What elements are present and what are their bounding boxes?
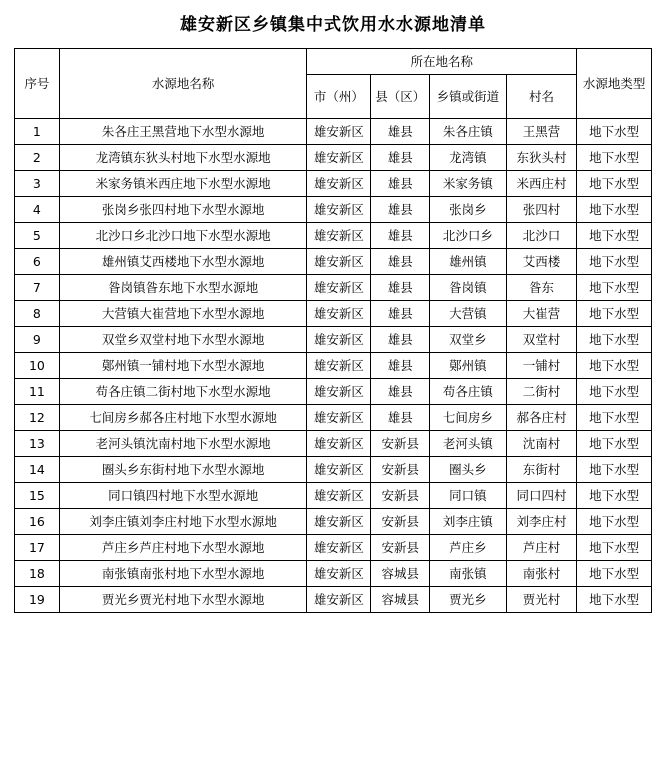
cell-name: 苟各庄镇二街村地下水型水源地: [59, 379, 307, 405]
cell-town: 鄚州镇: [430, 353, 507, 379]
table-row: [15, 587, 652, 613]
cell-county: 雄县: [371, 405, 430, 431]
table-row: [15, 301, 652, 327]
table-row: [15, 327, 652, 353]
cell-type: 地下水型: [577, 535, 652, 561]
cell-county: 雄县: [371, 249, 430, 275]
column-header-type: 水源地类型: [577, 49, 652, 119]
cell-name: 圈头乡东街村地下水型水源地: [59, 457, 307, 483]
cell-seq: 17: [15, 535, 60, 561]
cell-village: 双堂村: [506, 327, 576, 353]
column-header-location-group: 所在地名称: [307, 49, 577, 75]
cell-seq: 7: [15, 275, 60, 301]
cell-type: 地下水型: [577, 249, 652, 275]
table-row: [15, 535, 652, 561]
table-row: [15, 249, 652, 275]
cell-seq: 13: [15, 431, 60, 457]
cell-type: 地下水型: [577, 171, 652, 197]
cell-type: 地下水型: [577, 301, 652, 327]
cell-village: 二街村: [506, 379, 576, 405]
column-header-village: 村名: [506, 75, 576, 119]
cell-name: 雄州镇艾西楼地下水型水源地: [59, 249, 307, 275]
cell-town: 大营镇: [430, 301, 507, 327]
cell-city: 雄安新区: [307, 509, 371, 535]
cell-town: 同口镇: [430, 483, 507, 509]
cell-type: 地下水型: [577, 483, 652, 509]
cell-seq: 5: [15, 223, 60, 249]
cell-town: 朱各庄镇: [430, 119, 507, 145]
cell-city: 雄安新区: [307, 431, 371, 457]
cell-type: 地下水型: [577, 145, 652, 171]
cell-city: 雄安新区: [307, 171, 371, 197]
cell-county: 安新县: [371, 457, 430, 483]
cell-county: 雄县: [371, 379, 430, 405]
cell-seq: 18: [15, 561, 60, 587]
cell-seq: 1: [15, 119, 60, 145]
cell-town: 昝岗镇: [430, 275, 507, 301]
cell-seq: 12: [15, 405, 60, 431]
cell-city: 雄安新区: [307, 301, 371, 327]
cell-county: 雄县: [371, 275, 430, 301]
cell-type: 地下水型: [577, 119, 652, 145]
column-header-seq: 序号: [15, 49, 60, 119]
cell-seq: 3: [15, 171, 60, 197]
cell-village: 刘李庄村: [506, 509, 576, 535]
cell-seq: 9: [15, 327, 60, 353]
cell-type: 地下水型: [577, 223, 652, 249]
cell-county: 雄县: [371, 327, 430, 353]
cell-type: 地下水型: [577, 509, 652, 535]
cell-county: 容城县: [371, 587, 430, 613]
cell-type: 地下水型: [577, 561, 652, 587]
cell-seq: 6: [15, 249, 60, 275]
column-header-city: 市（州）: [307, 75, 371, 119]
cell-town: 苟各庄镇: [430, 379, 507, 405]
table-body: [15, 119, 652, 613]
cell-name: 贾光乡贾光村地下水型水源地: [59, 587, 307, 613]
cell-name: 鄚州镇一铺村地下水型水源地: [59, 353, 307, 379]
cell-seq: 11: [15, 379, 60, 405]
cell-village: 芦庄村: [506, 535, 576, 561]
table-header: [15, 49, 652, 119]
cell-city: 雄安新区: [307, 483, 371, 509]
cell-village: 大崔营: [506, 301, 576, 327]
cell-city: 雄安新区: [307, 119, 371, 145]
cell-name: 北沙口乡北沙口地下水型水源地: [59, 223, 307, 249]
cell-type: 地下水型: [577, 587, 652, 613]
cell-city: 雄安新区: [307, 223, 371, 249]
cell-name: 米家务镇米西庄地下水型水源地: [59, 171, 307, 197]
cell-town: 圈头乡: [430, 457, 507, 483]
cell-town: 芦庄乡: [430, 535, 507, 561]
cell-county: 安新县: [371, 483, 430, 509]
cell-name: 龙湾镇东狄头村地下水型水源地: [59, 145, 307, 171]
cell-county: 安新县: [371, 431, 430, 457]
cell-county: 容城县: [371, 561, 430, 587]
cell-name: 张岗乡张四村地下水型水源地: [59, 197, 307, 223]
cell-village: 贾光村: [506, 587, 576, 613]
cell-name: 双堂乡双堂村地下水型水源地: [59, 327, 307, 353]
cell-city: 雄安新区: [307, 145, 371, 171]
cell-village: 王黑营: [506, 119, 576, 145]
cell-county: 雄县: [371, 119, 430, 145]
cell-name: 芦庄乡芦庄村地下水型水源地: [59, 535, 307, 561]
table-row: [15, 197, 652, 223]
cell-town: 老河头镇: [430, 431, 507, 457]
table-row: [15, 457, 652, 483]
cell-city: 雄安新区: [307, 379, 371, 405]
cell-village: 沈南村: [506, 431, 576, 457]
page-title: 雄安新区乡镇集中式饮用水水源地清单: [180, 15, 486, 35]
cell-seq: 19: [15, 587, 60, 613]
cell-village: 艾西楼: [506, 249, 576, 275]
cell-type: 地下水型: [577, 431, 652, 457]
cell-type: 地下水型: [577, 197, 652, 223]
cell-town: 七间房乡: [430, 405, 507, 431]
cell-village: 南张村: [506, 561, 576, 587]
cell-town: 米家务镇: [430, 171, 507, 197]
cell-type: 地下水型: [577, 405, 652, 431]
cell-village: 东街村: [506, 457, 576, 483]
cell-name: 老河头镇沈南村地下水型水源地: [59, 431, 307, 457]
column-header-town: 乡镇或街道: [430, 75, 507, 119]
cell-village: 北沙口: [506, 223, 576, 249]
cell-village: 昝东: [506, 275, 576, 301]
cell-name: 大营镇大崔营地下水型水源地: [59, 301, 307, 327]
cell-county: 安新县: [371, 509, 430, 535]
column-header-county: 县（区）: [371, 75, 430, 119]
cell-county: 雄县: [371, 145, 430, 171]
table-row: [15, 223, 652, 249]
cell-seq: 10: [15, 353, 60, 379]
cell-city: 雄安新区: [307, 587, 371, 613]
cell-county: 雄县: [371, 171, 430, 197]
cell-city: 雄安新区: [307, 457, 371, 483]
cell-seq: 4: [15, 197, 60, 223]
cell-county: 雄县: [371, 197, 430, 223]
cell-name: 昝岗镇昝东地下水型水源地: [59, 275, 307, 301]
cell-city: 雄安新区: [307, 561, 371, 587]
cell-type: 地下水型: [577, 457, 652, 483]
cell-town: 贾光乡: [430, 587, 507, 613]
cell-seq: 16: [15, 509, 60, 535]
cell-type: 地下水型: [577, 353, 652, 379]
cell-type: 地下水型: [577, 327, 652, 353]
cell-type: 地下水型: [577, 379, 652, 405]
cell-seq: 14: [15, 457, 60, 483]
table-header-row-top: [15, 49, 652, 75]
cell-village: 张四村: [506, 197, 576, 223]
cell-name: 朱各庄王黑营地下水型水源地: [59, 119, 307, 145]
cell-name: 同口镇四村地下水型水源地: [59, 483, 307, 509]
cell-type: 地下水型: [577, 275, 652, 301]
table-row: [15, 119, 652, 145]
cell-town: 双堂乡: [430, 327, 507, 353]
cell-village: 米西庄村: [506, 171, 576, 197]
cell-name: 南张镇南张村地下水型水源地: [59, 561, 307, 587]
cell-village: 郝各庄村: [506, 405, 576, 431]
cell-village: 东狄头村: [506, 145, 576, 171]
cell-seq: 2: [15, 145, 60, 171]
column-header-name: 水源地名称: [59, 49, 307, 119]
cell-town: 龙湾镇: [430, 145, 507, 171]
cell-county: 雄县: [371, 301, 430, 327]
table-row: [15, 171, 652, 197]
table-row: [15, 431, 652, 457]
cell-village: 一铺村: [506, 353, 576, 379]
cell-city: 雄安新区: [307, 405, 371, 431]
table-row: [15, 379, 652, 405]
cell-seq: 15: [15, 483, 60, 509]
cell-town: 刘李庄镇: [430, 509, 507, 535]
water-source-table: [14, 48, 652, 613]
table-row: [15, 509, 652, 535]
cell-city: 雄安新区: [307, 535, 371, 561]
cell-town: 南张镇: [430, 561, 507, 587]
cell-town: 北沙口乡: [430, 223, 507, 249]
cell-city: 雄安新区: [307, 275, 371, 301]
cell-city: 雄安新区: [307, 249, 371, 275]
table-row: [15, 275, 652, 301]
cell-name: 七间房乡郝各庄村地下水型水源地: [59, 405, 307, 431]
cell-town: 雄州镇: [430, 249, 507, 275]
table-row: [15, 353, 652, 379]
cell-county: 雄县: [371, 353, 430, 379]
cell-county: 安新县: [371, 535, 430, 561]
cell-village: 同口四村: [506, 483, 576, 509]
cell-seq: 8: [15, 301, 60, 327]
table-row: [15, 483, 652, 509]
cell-city: 雄安新区: [307, 353, 371, 379]
table-row: [15, 145, 652, 171]
cell-city: 雄安新区: [307, 327, 371, 353]
cell-city: 雄安新区: [307, 197, 371, 223]
cell-town: 张岗乡: [430, 197, 507, 223]
table-row: [15, 405, 652, 431]
cell-name: 刘李庄镇刘李庄村地下水型水源地: [59, 509, 307, 535]
table-row: [15, 561, 652, 587]
cell-county: 雄县: [371, 223, 430, 249]
